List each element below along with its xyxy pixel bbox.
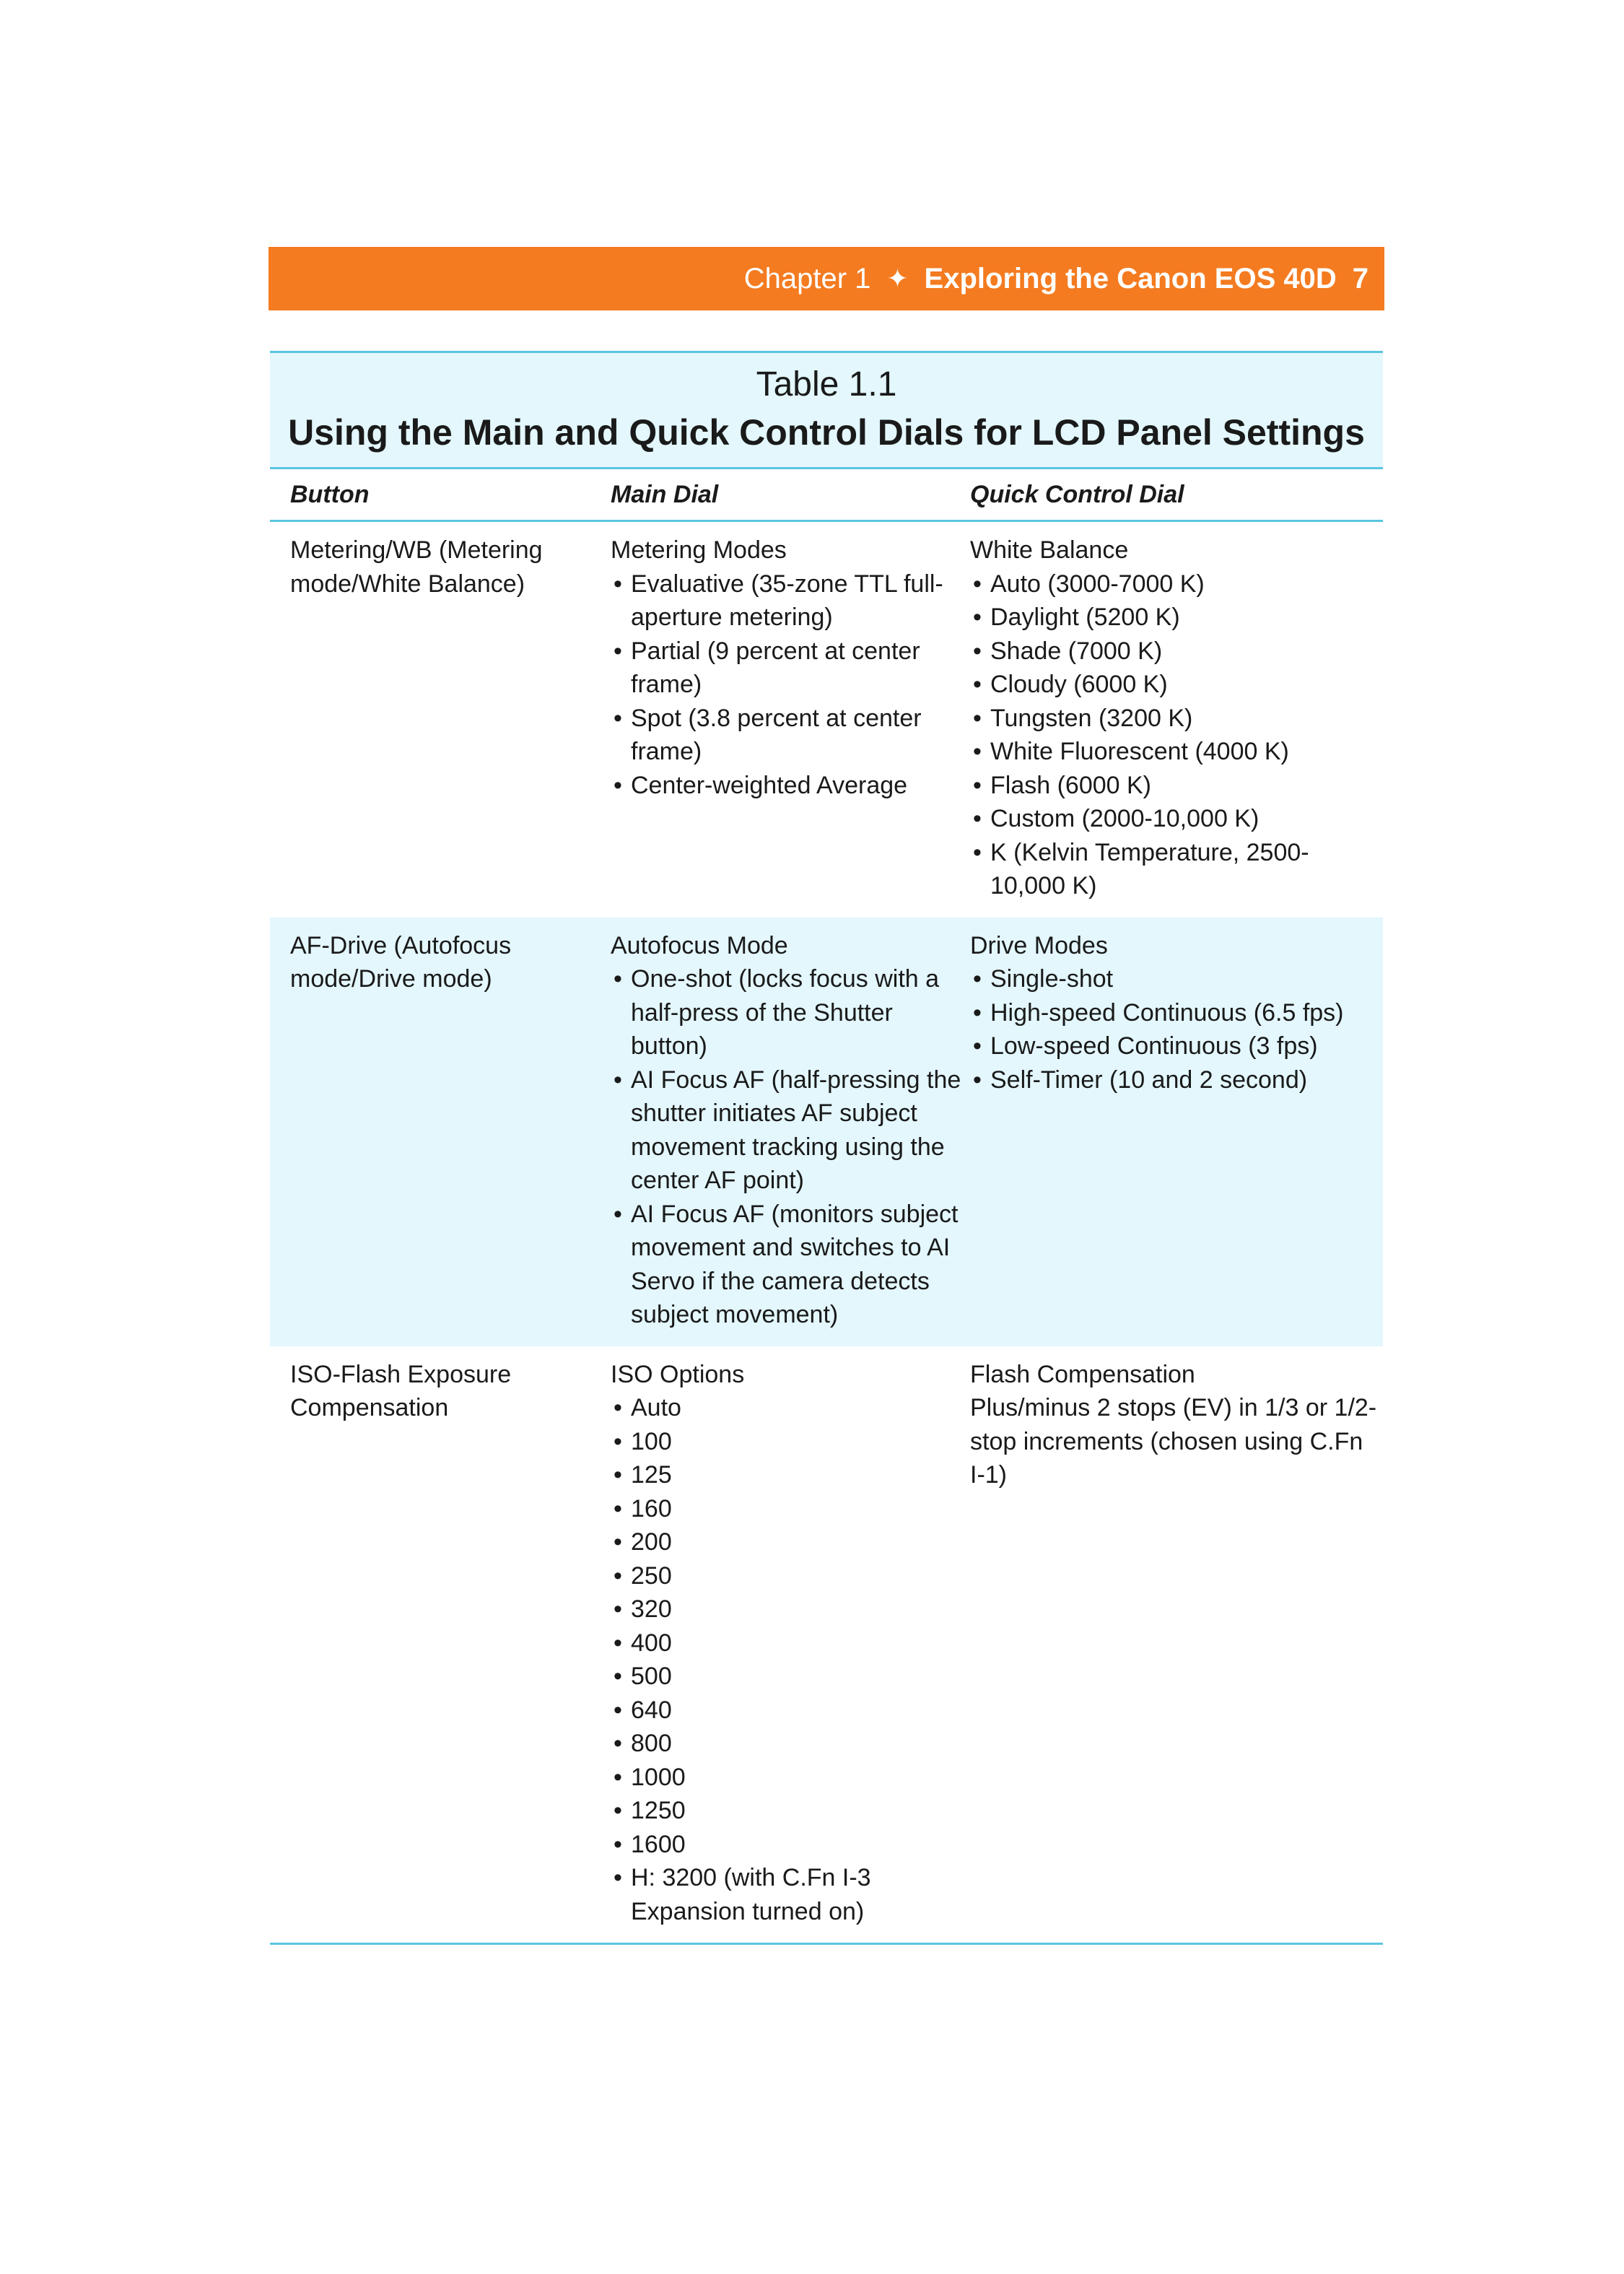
quick-dial-heading: Flash Compensation [970,1360,1195,1388]
button-cell: Metering/WB (Metering mode/White Balance) [290,536,543,598]
list-item: • 1250 [611,1794,970,1828]
list-item: • Spot (3.8 percent at center frame) [611,702,970,769]
quick-dial-list [970,567,1383,903]
button-cell: AF-Drive (Autofocus mode/Drive mode) [290,931,512,993]
button-cell: ISO-Flash Exposure Compensation [290,1360,512,1421]
table-row [270,918,1383,1346]
list-item: • AI Focus AF (monitors subject movement and switches to AI Servo if the camera detects subject movement) [611,1198,970,1332]
list-item: • K (Kelvin Temperature, 2500-10,000 K) [970,836,1383,903]
quick-dial-cell [970,1358,1383,1929]
quick-dial-text: Plus/minus 2 stops (EV) in 1/3 or 1/2-stop increments (chosen using C.Fn I-1) [970,1394,1377,1489]
main-dial-heading: Metering Modes [611,536,787,564]
list-item: • 1000 [611,1761,970,1795]
list-item: • Tungsten (3200 K) [970,702,1383,736]
list-item: • Low-speed Continuous (3 fps) [970,1029,1383,1063]
list-item: • High-speed Continuous (6.5 fps) [970,996,1383,1030]
quick-dial-list [970,962,1383,1097]
main-dial-list [611,1391,970,1928]
column-header-button: Button [290,480,370,508]
list-item: • Custom (2000-10,000 K) [970,802,1383,836]
list-item: • Center-weighted Average [611,769,970,803]
settings-table [270,351,1383,1945]
list-item: • 100 [611,1425,970,1459]
list-item: • 200 [611,1525,970,1559]
separator-glyph: ✦ [886,263,909,293]
list-item: • 640 [611,1694,970,1728]
quick-dial-cell [970,533,1383,903]
list-item: • Daylight (5200 K) [970,601,1383,635]
list-item: • Self-Timer (10 and 2 second) [970,1063,1383,1097]
table-column-headers [270,467,1383,522]
main-dial-cell [611,1358,970,1929]
list-item: • Cloudy (6000 K) [970,668,1383,702]
chapter-label: Chapter 1 [743,262,871,295]
quick-dial-cell [970,929,1383,1332]
table-row [270,522,1383,918]
table-title: Using the Main and Quick Control Dials for LCD Panel Settings [288,412,1365,453]
main-dial-list [611,567,970,803]
main-dial-heading: ISO Options [611,1360,745,1388]
table-row [270,1346,1383,1943]
list-item: • 160 [611,1492,970,1526]
main-dial-cell [611,929,970,1332]
list-item: • 500 [611,1660,970,1694]
page-number: 7 [1352,262,1368,295]
list-item: • Partial (9 percent at center frame) [611,635,970,702]
list-item: • 1600 [611,1828,970,1862]
chapter-header-bar [269,247,1384,310]
list-item: • White Fluorescent (4000 K) [970,735,1383,769]
chapter-title: Exploring the Canon EOS 40D [924,262,1337,295]
list-item: • Auto (3000-7000 K) [970,567,1383,601]
list-item: • 800 [611,1727,970,1761]
main-dial-heading: Autofocus Mode [611,931,788,959]
list-item: • AI Focus AF (half-pressing the shutter initiates AF subject movement tracking using the center AF point) [611,1063,970,1198]
main-dial-list [611,962,970,1332]
list-item: • 400 [611,1626,970,1660]
list-item: • Flash (6000 K) [970,769,1383,803]
list-item: • Single-shot [970,962,1383,996]
list-item: • 250 [611,1559,970,1593]
main-dial-cell [611,533,970,903]
list-item: • 320 [611,1593,970,1626]
list-item: • Shade (7000 K) [970,635,1383,668]
quick-dial-heading: White Balance [970,536,1129,564]
column-header-main-dial: Main Dial [611,480,719,508]
list-item: • One-shot (locks focus with a half-press of the Shutter button) [611,962,970,1063]
list-item: • Evaluative (35-zone TTL full-aperture metering) [611,567,970,635]
list-item: • Auto [611,1391,970,1425]
column-header-quick-control-dial: Quick Control Dial [970,480,1184,508]
table-label: Table 1.1 [756,365,897,404]
quick-dial-heading: Drive Modes [970,931,1108,959]
list-item: • 125 [611,1458,970,1492]
list-item: • H: 3200 (with C.Fn I-3 Expansion turned on) [611,1861,970,1928]
